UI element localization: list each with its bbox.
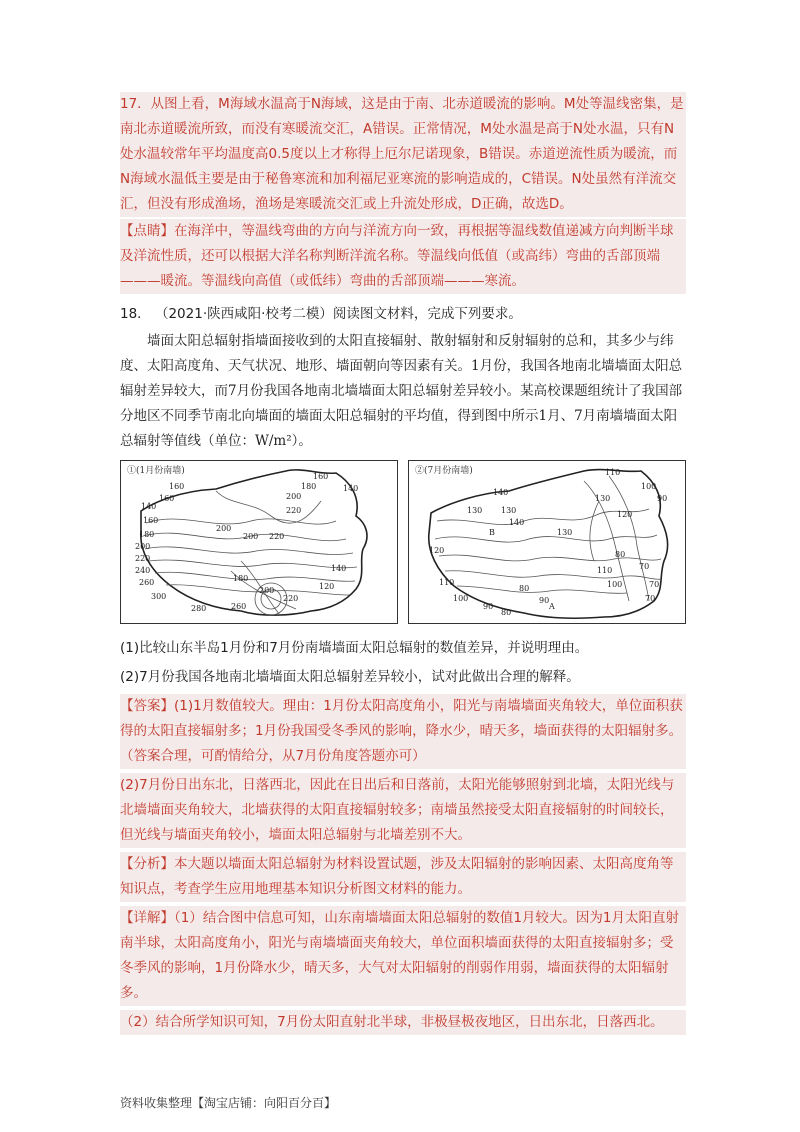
svg-text:B: B <box>489 528 495 537</box>
svg-text:200: 200 <box>135 542 151 551</box>
svg-text:220: 220 <box>286 506 302 515</box>
isoline-maps <box>120 460 686 626</box>
svg-text:220: 220 <box>135 554 151 563</box>
svg-text:160: 160 <box>313 472 329 481</box>
svg-text:140: 140 <box>343 484 359 493</box>
svg-text:90: 90 <box>483 602 494 611</box>
svg-text:140: 140 <box>141 502 157 511</box>
svg-text:90: 90 <box>657 494 668 503</box>
q18-answer-1: 【答案】(1)1月数值较大。理由：1月份太阳高度角小，阳光与南墙墙面夹角较大，单位面积获得的太阳直接辐射多；1月份我国受冬季风的影响，降水少，晴天多，墙面获得的太阳辐射多。（答案合理，可酌情给分，从7月份角度答题亦可） <box>120 694 686 769</box>
svg-text:140: 140 <box>493 488 509 497</box>
svg-text:140: 140 <box>331 564 347 573</box>
svg-text:90: 90 <box>539 596 550 605</box>
svg-text:70: 70 <box>639 562 650 571</box>
svg-text:130: 130 <box>595 494 611 503</box>
svg-text:70: 70 <box>645 594 656 603</box>
svg-text:200: 200 <box>286 492 302 501</box>
svg-text:100: 100 <box>641 482 657 491</box>
q18-material: 墙面太阳总辐射指墙面接收到的太阳直接辐射、散射辐射和反射辐射的总和，其多少与纬度、太阳高度角、天气状况、地形、墙面朝向等因素有关。1月份，我国各地南北墙墙面太阳总辐射差异较大，而7月份我国各地南北墙墙面太阳总辐射差异较小。某高校课题组统计了我国部分地区不同季节南北向墙面的墙面太阳总辐射的平均值，得到图中所示1月、7月南墙墙面太阳总辐射等值线（单位：W/m²）。 <box>120 333 683 449</box>
svg-text:110: 110 <box>439 578 455 587</box>
svg-text:120: 120 <box>429 546 445 555</box>
svg-text:110: 110 <box>605 468 621 477</box>
svg-text:110: 110 <box>597 566 613 575</box>
svg-text:200: 200 <box>259 586 275 595</box>
svg-text:260: 260 <box>231 602 247 611</box>
svg-text:A: A <box>549 602 555 611</box>
svg-text:260: 260 <box>139 578 155 587</box>
q17-tip: 【点睛】在海洋中，等温线弯曲的方向与洋流方向一致，再根据等温线数值递减方向判断半球及洋流性质，还可以根据大洋名称判断洋流名称。等温线向低值（或高纬）弯曲的舌部顶端———暖流。等温线向高值（或低纬）弯曲的舌部顶端———寒流。 <box>120 219 686 294</box>
q18-detail-1: 【详解】（1）结合图中信息可知，山东南墙墙面太阳总辐射的数值1月较大。因为1月太阳直射南半球，太阳高度角小，阳光与南墙墙面夹角较大，单位面积墙面获得的太阳直接辐射多；受冬季风的影响，1月份降水少，晴天多，大气对太阳辐射的削弱作用弱，墙面获得的太阳辐射多。 <box>120 906 686 1006</box>
svg-text:130: 130 <box>467 506 483 515</box>
svg-text:80: 80 <box>501 608 512 617</box>
svg-text:220: 220 <box>283 594 299 603</box>
document-body <box>120 92 686 1039</box>
svg-text:200: 200 <box>216 524 232 533</box>
q18-heading: 18． （2021·陕西咸阳·校考二模）阅读图文材料，完成下列要求。 <box>120 306 522 322</box>
svg-text:120: 120 <box>617 510 633 519</box>
svg-text:130: 130 <box>501 506 517 515</box>
svg-text:140: 140 <box>509 518 525 527</box>
svg-text:200: 200 <box>243 532 259 541</box>
svg-text:280: 280 <box>191 604 207 613</box>
map-july-south-wall <box>408 460 686 624</box>
map-january-drawing <box>121 461 397 623</box>
svg-text:80: 80 <box>615 550 626 559</box>
map-july-title: ②(7月份南墙) <box>415 466 473 476</box>
svg-text:100: 100 <box>453 594 469 603</box>
q18-subquestion-1: (1)比较山东半岛1月份和7月份南墙墙面太阳总辐射的数值差异，并说明理由。 <box>120 640 589 656</box>
svg-text:180: 180 <box>139 530 155 539</box>
svg-text:300: 300 <box>151 592 167 601</box>
svg-text:70: 70 <box>649 580 660 589</box>
svg-text:180: 180 <box>233 574 249 583</box>
map-july-drawing <box>409 461 685 623</box>
q18-analysis: 【分析】本大题以墙面太阳总辐射为材料设置试题，涉及太阳辐射的影响因素、太阳高度角等知识点，考查学生应用地理基本知识分析图文材料的能力。 <box>120 852 686 902</box>
svg-text:220: 220 <box>269 532 285 541</box>
map-january-south-wall <box>120 460 398 624</box>
svg-text:100: 100 <box>607 580 623 589</box>
svg-text:160: 160 <box>159 494 175 503</box>
q18-detail-2: （2）结合所学知识可知，7月份太阳直射北半球，非极昼极夜地区，日出东北，日落西北。 <box>120 1010 686 1035</box>
svg-text:240: 240 <box>135 566 151 575</box>
svg-text:180: 180 <box>301 482 317 491</box>
map-january-title: ①(1月份南墙) <box>127 466 185 476</box>
svg-text:130: 130 <box>557 528 573 537</box>
q18-subquestion-2: (2)7月份我国各地南北墙墙面太阳总辐射差异较小，试对此做出合理的解释。 <box>120 669 580 685</box>
svg-text:160: 160 <box>169 482 185 491</box>
q18-answer-2: (2)7月份日出东北，日落西北，因此在日出后和日落前，太阳光能够照射到北墙，太阳光线与北墙墙面夹角较大，北墙获得的太阳直接辐射较多；南墙虽然接受太阳直接辐射的时间较长，但光线与墙面夹角较小，墙面太阳总辐射与北墙差别不大。 <box>120 773 686 848</box>
svg-text:160: 160 <box>143 516 159 525</box>
q17-explanation: 17．从图上看，M海域水温高于N海域，这是由于南、北赤道暖流的影响。M处等温线密集，是南北赤道暖流所致，而没有寒暖流交汇，A错误。正常情况，M处水温是高于N处水温，只有N处水温较常年平均温度高0.5度以上才称得上厄尔尼诺现象，B错误。赤道逆流性质为暖流，而N海域水温低主要是由于秘鲁寒流和加利福尼亚寒流的影响造成的，C错误。N处虽然有洋流交汇，但没有形成渔场，渔场是寒暖流交汇或上升流处形成，D正确，故选D。 <box>120 92 686 217</box>
page-footer: 资料收集整理【淘宝店铺：向阳百分百】 <box>120 1096 337 1110</box>
svg-text:80: 80 <box>519 584 530 593</box>
svg-text:120: 120 <box>319 582 335 591</box>
